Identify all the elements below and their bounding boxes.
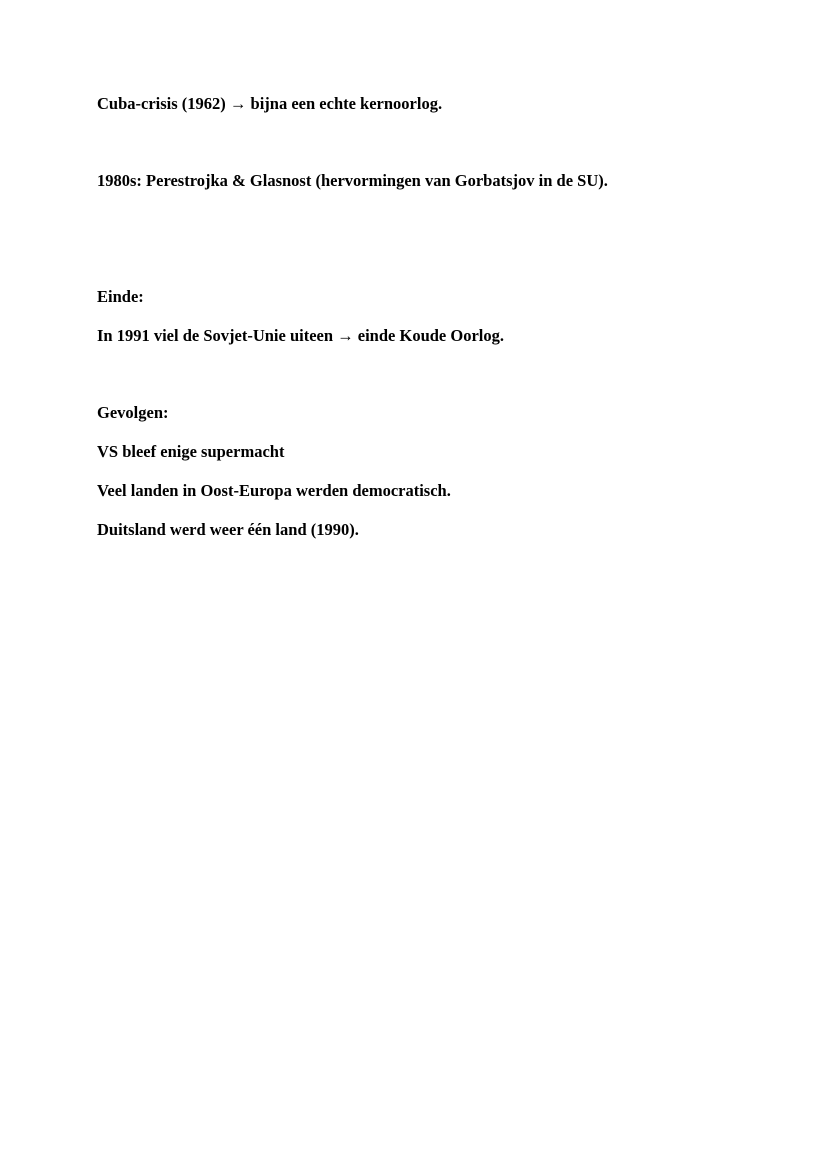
heading-gevolgen: Gevolgen:: [97, 403, 169, 422]
heading-einde: Einde:: [97, 287, 144, 306]
spacer-before-gevolgen-section: [97, 346, 737, 403]
spacer-after-cuba-crisis: [97, 114, 737, 171]
paragraph-cuba-crisis: Cuba-crisis (1962) → bijna een echte kernoorlog.: [97, 94, 443, 113]
paragraph-sovjet-unie-uiteen: In 1991 viel de Sovjet-Unie uiteen → einde Koude Oorlog.: [97, 326, 504, 345]
paragraph-perestrojka-glasnost: 1980s: Perestrojka & Glasnost (hervormingen van Gorbatsjov in de SU).: [97, 171, 608, 190]
spacer-gevolgen-2: [97, 501, 737, 520]
spacer-before-einde-section: [97, 191, 737, 287]
paragraph-vs-supermacht: VS bleef enige supermacht: [97, 442, 285, 461]
paragraph-oost-europa-democratisch: Veel landen in Oost-Europa werden democratisch.: [97, 481, 451, 500]
spacer-after-einde-heading: [97, 307, 737, 326]
paragraph-duitsland-hereniging: Duitsland werd weer één land (1990).: [97, 520, 359, 539]
document-text-body: [97, 94, 737, 540]
spacer-after-gevolgen-heading: [97, 423, 737, 442]
spacer-gevolgen-1: [97, 462, 737, 481]
